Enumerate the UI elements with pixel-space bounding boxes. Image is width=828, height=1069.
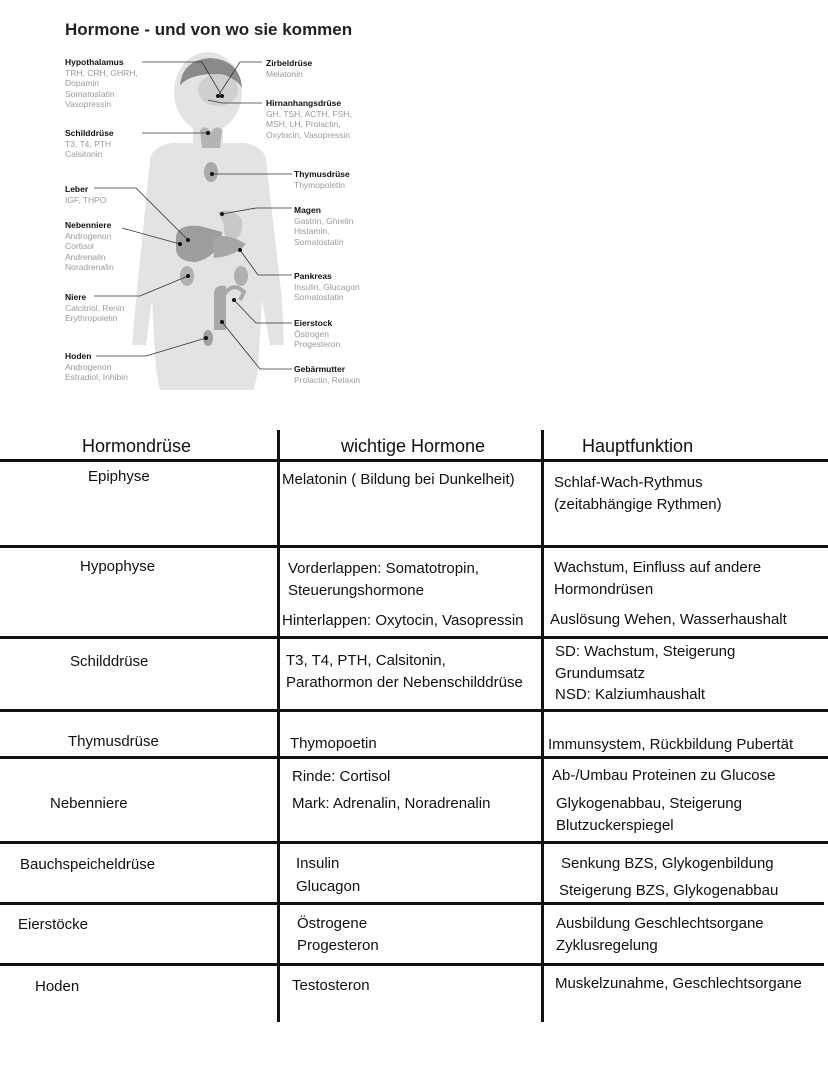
label-line: Oxytocin, Vasopressin <box>266 129 350 140</box>
label-line: Cortisol <box>65 241 94 252</box>
label-line: Somatostatin <box>294 236 344 247</box>
label-line: Estradiol, Inhibin <box>65 372 128 383</box>
label-line: Insulin, Glucagon <box>294 281 360 292</box>
label-line: Calsitonin <box>65 149 103 160</box>
label-line: TRH, CRH, GHRH, <box>65 67 138 78</box>
label-line: Noradrenalin <box>65 262 114 273</box>
label-line: Thymopoietin <box>294 179 346 190</box>
label-line: Melatonin <box>266 68 303 79</box>
row-divider <box>0 545 828 548</box>
header-gland: Hormondrüse <box>82 436 192 456</box>
hormone-cell: Parathormon der Nebenschilddrüse <box>286 674 523 691</box>
label-line: Erythropoietin <box>65 313 118 324</box>
label-line: Progesteron <box>294 339 341 350</box>
column-divider <box>541 430 544 1022</box>
label-niere-name: Niere <box>65 292 87 302</box>
function-cell: Schlaf-Wach-Rythmus <box>554 474 703 491</box>
gland-schilddruese: Schilddrüse <box>70 653 149 670</box>
function-cell: Ausbildung Geschlechtsorgane <box>556 915 764 932</box>
row-divider <box>0 902 824 905</box>
row-divider <box>0 636 828 639</box>
label-thymusdruese <box>294 169 350 190</box>
label-schilddruese <box>65 128 114 160</box>
function-cell: (zeitabhängige Rythmen) <box>554 496 722 513</box>
gland-hoden: Hoden <box>35 978 80 995</box>
label-line: T3, T4, PTH <box>65 138 112 149</box>
hormone-cell: Testosteron <box>292 977 370 994</box>
function-cell: Zyklusregelung <box>556 937 658 954</box>
label-line: Histamin, <box>294 226 330 237</box>
header-function: Hauptfunktion <box>582 436 694 456</box>
label-line: Calcitriol, Renin <box>65 302 125 313</box>
label-zirbeldruese-name: Zirbeldrüse <box>266 58 313 68</box>
function-cell: Steigerung BZS, Glykogenabbau <box>559 882 779 899</box>
label-hypothalamus-name: Hypothalamus <box>65 57 124 67</box>
function-cell: Grundumsatz <box>555 665 646 682</box>
function-cell: SD: Wachstum, Steigerung <box>555 643 736 660</box>
function-cell: NSD: Kalziumhaushalt <box>555 686 706 703</box>
row-divider <box>0 841 828 844</box>
hormone-cell: T3, T4, PTH, Calsitonin, <box>286 652 446 669</box>
hormone-cell: Mark: Adrenalin, Noradrenalin <box>292 795 491 812</box>
hormone-cell: Thymopoetin <box>290 735 377 752</box>
gland-thymusdruese: Thymusdrüse <box>68 733 159 750</box>
gland-bauchspeicheldruese: Bauchspeicheldrüse <box>20 856 156 873</box>
function-cell: Wachstum, Einfluss auf andere <box>554 559 762 576</box>
label-line: Dopamin <box>65 78 100 89</box>
label-hirnanhangsdruese <box>266 98 352 140</box>
header-hormones: wichtige Hormone <box>341 436 486 456</box>
label-line: Östrogen <box>294 328 329 339</box>
label-line: IGF, THPO <box>65 194 107 205</box>
label-gebaermutter-name: Gebärmutter <box>294 364 346 374</box>
hormone-cell: Östrogene <box>297 915 368 932</box>
figure-title: Hormone - und von wo sie kommen <box>65 20 353 39</box>
label-line: Androgenon <box>65 230 112 241</box>
label-line: Vasopressin <box>65 99 112 110</box>
label-line: Prolactin, Relaxin <box>294 374 361 385</box>
function-cell: Immunsystem, Rückbildung Pubertät <box>548 736 794 753</box>
label-line: Androgenon <box>65 361 112 372</box>
function-cell: Glykogenabbau, Steigerung <box>556 795 742 812</box>
label-eierstock-name: Eierstock <box>294 318 333 328</box>
hormone-cell: Steuerungshormone <box>288 582 424 599</box>
label-line: Andrenalin <box>65 251 106 262</box>
label-nebenniere <box>65 220 114 273</box>
label-eierstock <box>294 318 340 350</box>
label-zirbeldruese <box>266 58 312 79</box>
label-magen-name: Magen <box>294 205 321 215</box>
gland-nebenniere: Nebenniere <box>50 795 128 812</box>
hormone-cell: Vorderlappen: Somatotropin, <box>288 560 479 577</box>
hormone-cell: Glucagon <box>296 878 361 895</box>
label-leber <box>65 184 106 205</box>
function-cell: Blutzuckerspiegel <box>556 817 674 834</box>
label-nebenniere-name: Nebenniere <box>65 220 112 230</box>
function-cell: Hormondrüsen <box>554 581 654 598</box>
label-line: GH, TSH, ACTH, FSH, <box>266 108 352 119</box>
gland-hypophyse: Hypophyse <box>80 558 156 575</box>
hormone-cell: Melatonin ( Bildung bei Dunkelheit) <box>282 471 515 488</box>
row-divider <box>0 963 824 966</box>
function-cell: Ab-/Umbau Proteinen zu Glucose <box>552 767 776 784</box>
label-line: Somatostatin <box>294 292 344 303</box>
label-pankreas-name: Pankreas <box>294 271 332 281</box>
label-pankreas <box>294 271 360 303</box>
label-hoden <box>65 351 128 383</box>
hormone-cell: Rinde: Cortisol <box>292 768 391 785</box>
function-cell: Senkung BZS, Glykogenbildung <box>561 855 774 872</box>
hormone-cell: Hinterlappen: Oxytocin, Vasopressin <box>282 612 524 629</box>
row-divider <box>0 459 828 462</box>
function-cell: Auslösung Wehen, Wasserhaushalt <box>550 611 787 628</box>
hormone-cell: Progesteron <box>297 937 379 954</box>
label-thymusdruese-name: Thymusdrüse <box>294 169 350 179</box>
column-divider <box>277 430 280 1022</box>
label-hirnanhangsdruese-name: Hirnanhangsdrüse <box>266 98 342 108</box>
label-line: Gastrin, Ghrelin <box>294 215 354 226</box>
label-line: MSH, LH, Prolactin, <box>266 119 341 130</box>
label-line: Somatostatin <box>65 88 115 99</box>
label-schilddruese-name: Schilddrüse <box>65 128 114 138</box>
row-divider <box>0 709 828 712</box>
hormone-cell: Insulin <box>296 855 340 872</box>
label-gebaermutter <box>294 364 360 385</box>
gland-epiphyse: Epiphyse <box>88 468 150 485</box>
label-hoden-name: Hoden <box>65 351 92 361</box>
function-cell: Muskelzunahme, Geschlechtsorgane <box>555 975 802 992</box>
gland-eierstoecke: Eierstöcke <box>18 916 89 933</box>
label-niere <box>65 292 125 324</box>
label-hypothalamus <box>65 57 138 110</box>
label-magen <box>294 205 354 247</box>
row-divider <box>0 756 828 759</box>
label-leber-name: Leber <box>65 184 89 194</box>
